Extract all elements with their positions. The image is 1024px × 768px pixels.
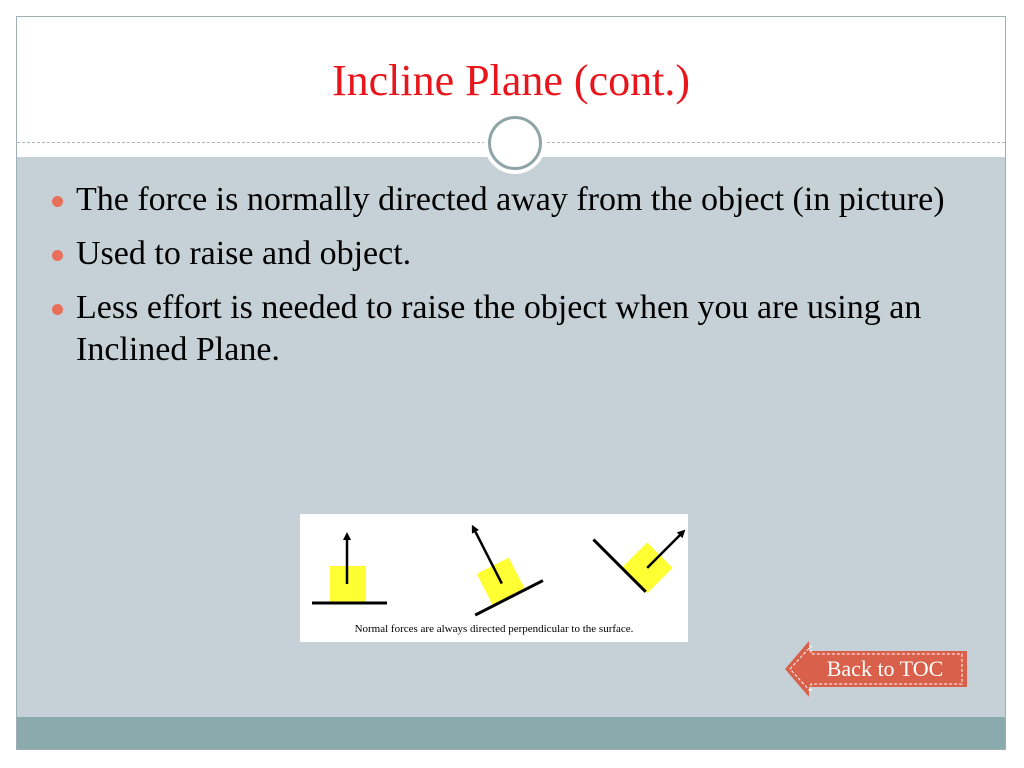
back-to-toc-label: Back to TOC — [826, 656, 944, 681]
footer-bar — [17, 717, 1005, 750]
bullet-text: The force is normally directed away from the object (in picture) — [76, 181, 945, 218]
bullet-dot-icon — [52, 250, 63, 261]
bullet-item — [65, 233, 985, 275]
bullet-dot-icon — [52, 304, 63, 315]
bullet-item — [65, 287, 985, 371]
incline-surface-diagram — [440, 514, 543, 615]
bullet-text: Used to raise and object. — [76, 235, 412, 272]
bullet-dot-icon — [52, 196, 63, 207]
slide-title: Incline Plane (cont.) — [332, 56, 690, 105]
bullet-list — [65, 179, 985, 383]
back-to-toc-button[interactable] — [785, 639, 967, 699]
bullet-item — [65, 179, 985, 221]
figure-caption: Normal forces are always directed perpendicular to the surface. — [354, 623, 634, 635]
bullet-text: Less effort is needed to raise the object when you are using an Inclined Plane. — [76, 289, 922, 368]
flat-surface-diagram — [312, 536, 387, 603]
steep-surface-diagram — [593, 514, 688, 593]
slide-frame — [16, 16, 1006, 750]
divider-circle-ring — [488, 116, 542, 170]
normal-force-figure — [300, 514, 688, 642]
